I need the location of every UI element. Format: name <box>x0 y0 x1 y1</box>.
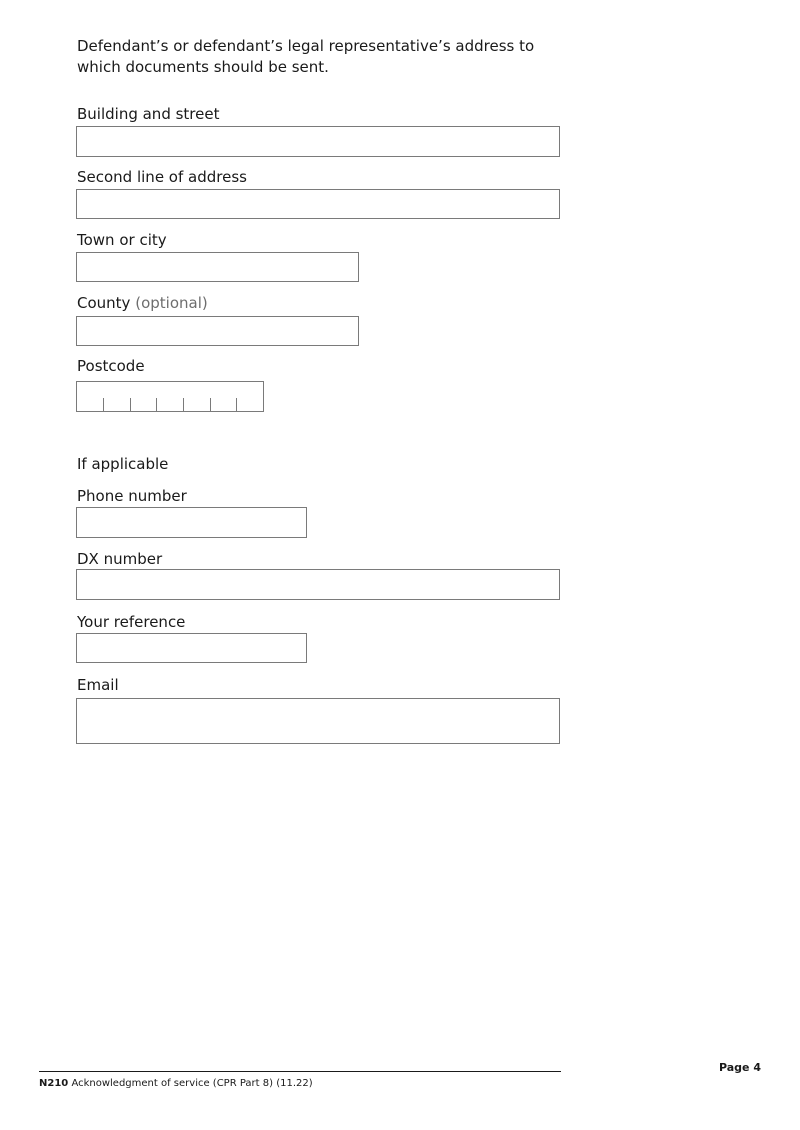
intro-text: Defendant’s or defendant’s legal representative’s address to which documents should be sent. <box>77 37 535 76</box>
postcode-divider <box>103 398 104 411</box>
county-label-text: County <box>77 294 131 312</box>
email-input[interactable] <box>76 698 560 744</box>
phone-number-label: Phone number <box>77 487 187 505</box>
your-reference-label: Your reference <box>77 613 186 631</box>
postcode-divider <box>210 398 211 411</box>
phone-number-input[interactable] <box>76 507 307 538</box>
second-line-label: Second line of address <box>77 168 247 186</box>
postcode-divider <box>130 398 131 411</box>
town-city-input[interactable] <box>76 252 359 282</box>
county-label <box>77 294 208 313</box>
page-number: Page 4 <box>718 1061 761 1074</box>
county-input[interactable] <box>76 316 359 346</box>
dx-number-input[interactable] <box>76 569 560 600</box>
building-street-input[interactable] <box>76 126 560 157</box>
building-street-label: Building and street <box>77 105 220 123</box>
if-applicable-heading: If applicable <box>77 455 169 473</box>
form-code: N210 <box>39 1078 69 1089</box>
postcode-divider <box>236 398 237 411</box>
postcode-divider <box>156 398 157 411</box>
footer-form-reference <box>39 1077 313 1090</box>
county-optional-hint: (optional) <box>135 294 208 312</box>
postcode-divider <box>183 398 184 411</box>
postcode-label: Postcode <box>77 357 145 375</box>
postcode-input[interactable] <box>76 381 264 412</box>
form-title: Acknowledgment of service (CPR Part 8) (11.22) <box>71 1078 313 1089</box>
your-reference-input[interactable] <box>76 633 307 663</box>
footer-divider <box>39 1071 561 1072</box>
town-city-label: Town or city <box>77 231 167 249</box>
dx-number-label: DX number <box>77 550 163 568</box>
second-line-input[interactable] <box>76 189 560 219</box>
email-label: Email <box>77 676 119 694</box>
